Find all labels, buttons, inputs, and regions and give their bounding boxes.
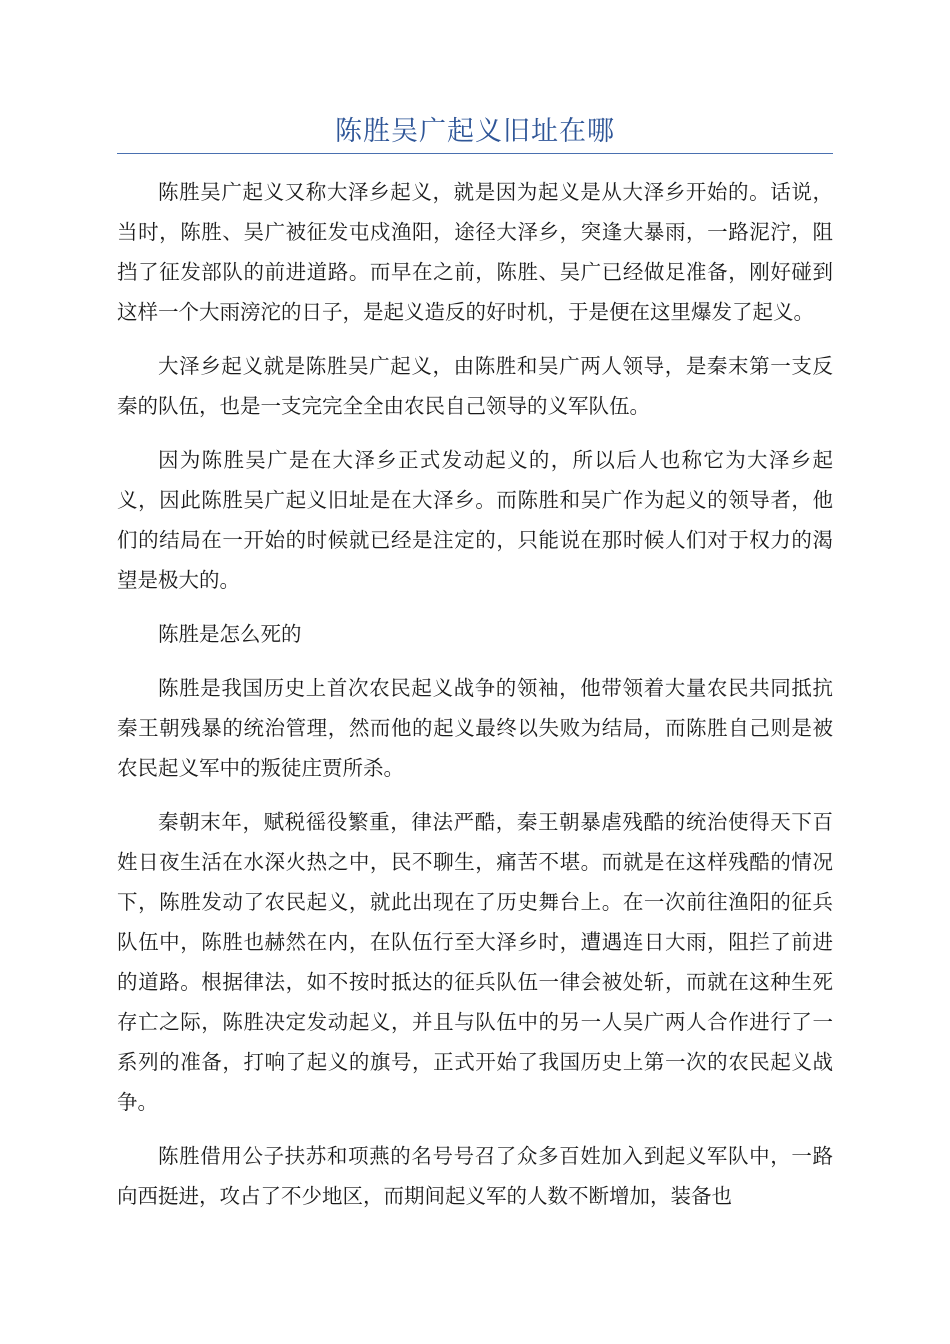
title-underline bbox=[117, 153, 833, 154]
paragraph-5: 秦朝末年，赋税徭役繁重，律法严酷，秦王朝暴虐残酷的统治使得天下百姓日夜生活在水深火热之中，民不聊生，痛苦不堪。而就是在这样残酷的情况下，陈胜发动了农民起义，就此出现在了历史舞台上。在一次前往渔阳的征兵队伍中，陈胜也赫然在内，在队伍行至大泽乡时，遭遇连日大雨，阻拦了前进的道路。根据律法，如不按时抵达的征兵队伍一律会被处斩，而就在这种生死存亡之际，陈胜决定发动起义，并且与队伍中的另一人吴广两人合作进行了一系列的准备，打响了起义的旗号，正式开始了我国历史上第一次的农民起义战争。 bbox=[117, 810, 833, 1114]
paragraph-2: 大泽乡起义就是陈胜吴广起义，由陈胜和吴广两人领导，是秦末第一支反秦的队伍，也是一支完完全全由农民自己领导的义军队伍。 bbox=[117, 354, 833, 418]
paragraph-6: 陈胜借用公子扶苏和项燕的名号号召了众多百姓加入到起义军队中，一路向西挺进，攻占了不少地区，而期间起义军的人数不断增加，装备也 bbox=[117, 1144, 833, 1208]
paragraph-4: 陈胜是我国历史上首次农民起义战争的领袖，他带领着大量农民共同抵抗秦王朝残暴的统治管理，然而他的起义最终以失败为结局，而陈胜自己则是被农民起义军中的叛徒庄贾所杀。 bbox=[117, 676, 833, 780]
document-body bbox=[117, 172, 833, 1230]
paragraph-3: 因为陈胜吴广是在大泽乡正式发动起义的，所以后人也称它为大泽乡起义，因此陈胜吴广起义旧址是在大泽乡。而陈胜和吴广作为起义的领导者，他们的结局在一开始的时候就已经是注定的，只能说在那时候人们对于权力的渴望是极大的。 bbox=[117, 448, 833, 592]
document-title: 陈胜吴广起义旧址在哪 bbox=[335, 116, 615, 147]
section-heading: 陈胜是怎么死的 bbox=[158, 622, 302, 646]
paragraph-1: 陈胜吴广起义又称大泽乡起义，就是因为起义是从大泽乡开始的。话说，当时，陈胜、吴广被征发屯戍渔阳，途径大泽乡，突逢大暴雨，一路泥泞，阻挡了征发部队的前进道路。而早在之前，陈胜、吴广已经做足准备，刚好碰到这样一个大雨滂沱的日子，是起义造反的好时机，于是便在这里爆发了起义。 bbox=[117, 180, 833, 324]
